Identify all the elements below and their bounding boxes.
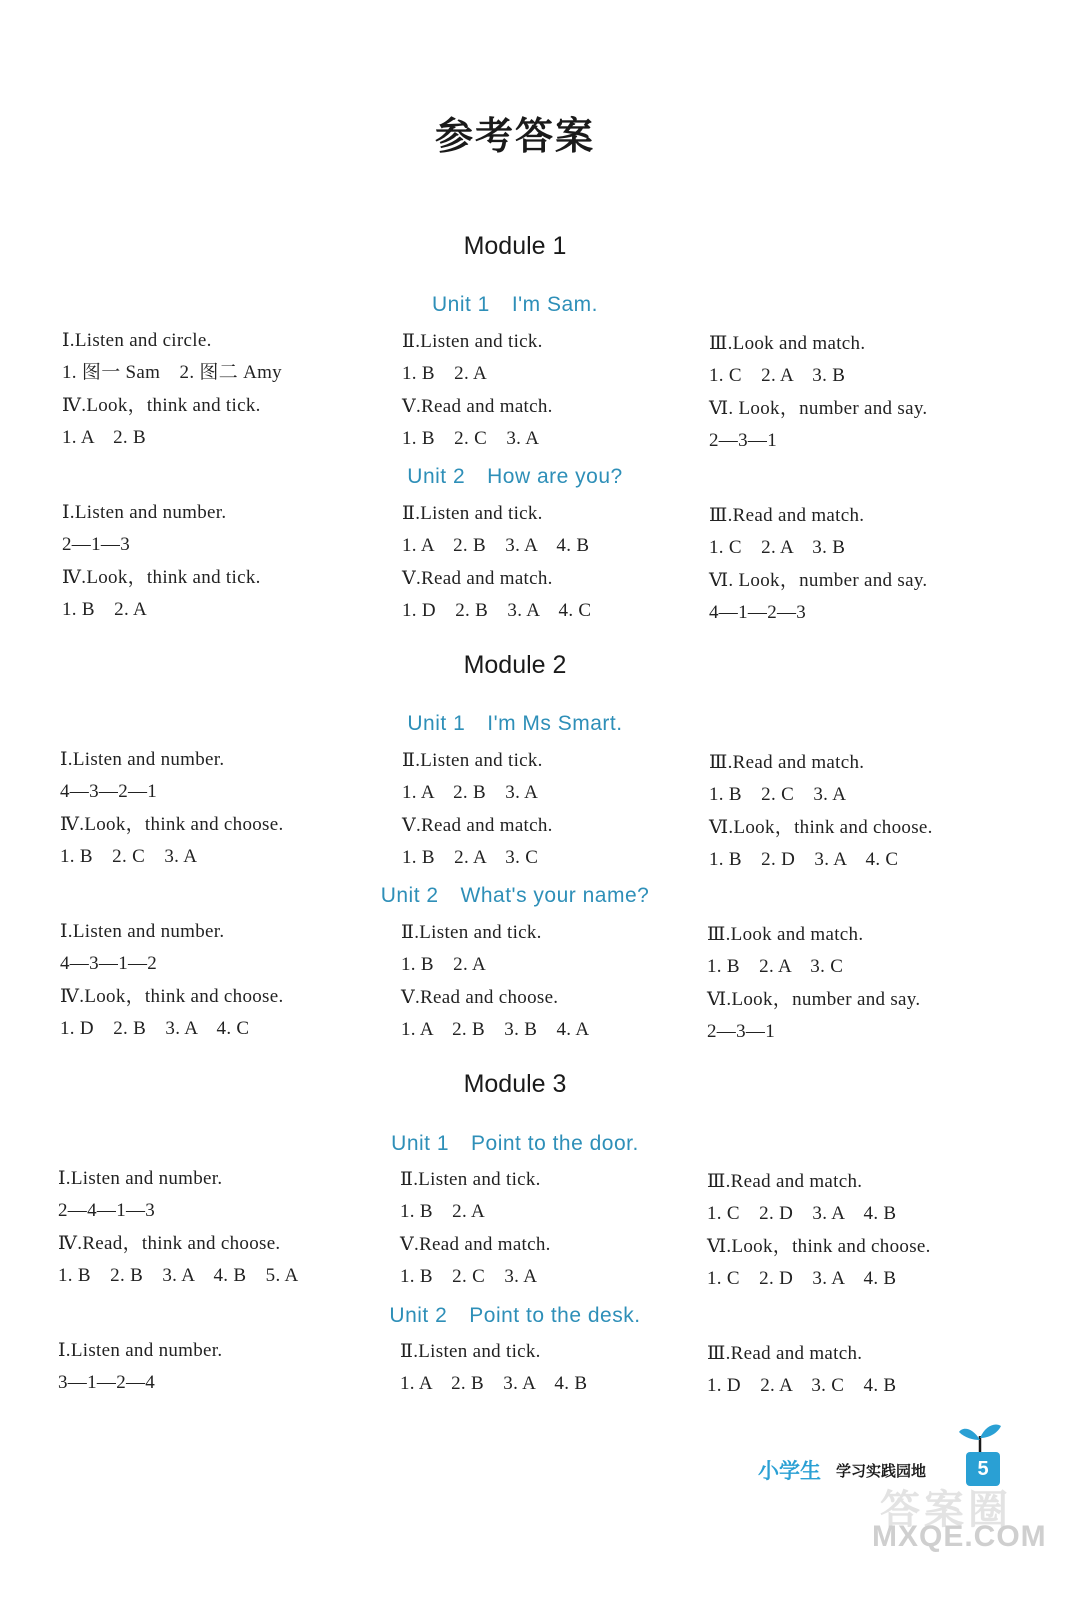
- answer-line: Ⅱ.Listen and tick.: [402, 331, 543, 352]
- page-title: 参考答案: [434, 114, 595, 158]
- answer-line: 4—3—2—1: [60, 781, 158, 803]
- answer-line: 1. D 2. B 3. A 4. C: [402, 600, 592, 622]
- answer-line: 1. B 2. A: [400, 1201, 486, 1223]
- answer-line: 1. C 2. A 3. B: [709, 537, 846, 559]
- unit-number: Unit 2: [389, 1304, 448, 1327]
- answer-line: Ⅵ.Look，think and choose.: [707, 1235, 931, 1257]
- answer-line: 3—1—2—4: [58, 1372, 156, 1394]
- answer-line: 1. A 2. B: [62, 427, 146, 449]
- answer-line: Ⅴ.Read and match.: [402, 814, 553, 836]
- answer-line: 1. B 2. C 3. A: [402, 428, 540, 450]
- answer-line: 1. D 2. A 3. C 4. B: [707, 1375, 897, 1397]
- answer-line: Ⅴ.Read and match.: [400, 1233, 551, 1255]
- answer-line: Ⅵ. Look，number and say.: [709, 397, 928, 419]
- page-number: 5: [966, 1452, 1000, 1486]
- unit-title: I'm Sam.: [511, 293, 599, 316]
- brand-subtitle: 学习实践园地: [836, 1462, 927, 1480]
- answer-line: Ⅴ.Read and match.: [402, 395, 553, 417]
- answer-line: 1. A 2. B 3. A: [402, 782, 539, 804]
- answer-line: 1. A 2. B 3. B 4. A: [401, 1019, 590, 1041]
- answers-right: [709, 328, 1039, 458]
- answers-left: [58, 1163, 388, 1293]
- answers-left: [60, 916, 390, 1046]
- unit-heading: [0, 293, 1030, 317]
- answer-line: Ⅱ.Listen and tick.: [400, 1169, 541, 1190]
- watermark-text: MXQE.COM: [872, 1520, 1047, 1553]
- answer-line: 2—1—3: [62, 534, 130, 556]
- answers-right: [707, 1338, 1037, 1403]
- answer-line: 2—4—1—3: [58, 1200, 156, 1222]
- unit-heading: [0, 1304, 1030, 1328]
- watermark-logo: 答案圈: [880, 1487, 1012, 1533]
- answers-right: [707, 919, 1037, 1049]
- answers-middle: [400, 1336, 730, 1401]
- answer-line: Ⅰ.Listen and number.: [58, 1168, 223, 1189]
- unit-title: Point to the door.: [471, 1132, 639, 1155]
- answer-line: 1. B 2. A 3. C: [707, 956, 844, 978]
- answers-left: [62, 325, 392, 455]
- answer-line: Ⅱ.Listen and tick.: [402, 750, 543, 771]
- answer-line: Ⅰ.Listen and circle.: [62, 330, 212, 351]
- answers-right: [709, 747, 1039, 877]
- answer-line: Ⅲ.Read and match.: [707, 1343, 863, 1364]
- module-heading: Module 1: [463, 232, 567, 260]
- unit-heading: [0, 884, 1030, 908]
- answer-line: Ⅴ.Read and choose.: [401, 986, 559, 1008]
- answer-line: 1. C 2. D 3. A 4. B: [707, 1268, 897, 1290]
- answer-line: Ⅲ.Read and match.: [707, 1171, 863, 1192]
- answers-middle: [402, 326, 732, 456]
- unit-title: I'm Ms Smart.: [487, 712, 623, 735]
- answers-middle: [402, 498, 732, 628]
- answer-line: 4—1—2—3: [709, 602, 807, 624]
- unit-number: Unit 2: [380, 884, 439, 907]
- answer-line: Ⅳ.Look，think and choose.: [60, 813, 284, 835]
- answer-line: 1. C 2. A 3. B: [709, 365, 846, 387]
- answer-line: Ⅲ.Read and match.: [709, 505, 865, 526]
- answer-line: Ⅰ.Listen and number.: [60, 921, 225, 942]
- answer-line: Ⅰ.Listen and number.: [62, 502, 227, 523]
- answers-right: [709, 500, 1039, 630]
- module-heading: Module 3: [463, 1070, 567, 1098]
- answer-line: 1. B 2. A 3. C: [402, 847, 539, 869]
- answers-middle: [400, 1164, 730, 1294]
- answer-line: 1. B 2. A: [402, 363, 488, 385]
- answer-line: Ⅰ.Listen and number.: [58, 1340, 223, 1361]
- answers-right: [707, 1166, 1037, 1296]
- answer-line: Ⅱ.Listen and tick.: [402, 503, 543, 524]
- answer-line: 1. B 2. C 3. A: [400, 1266, 538, 1288]
- answer-line: 2—3—1: [707, 1021, 775, 1043]
- answer-line: 1. A 2. B 3. A 4. B: [400, 1373, 588, 1395]
- answer-line: 1. B 2. A: [401, 954, 487, 976]
- unit-title: How are you?: [487, 465, 623, 488]
- answer-line: Ⅲ.Look and match.: [709, 333, 866, 354]
- answer-line: 4—3—1—2: [60, 953, 158, 975]
- unit-number: Unit 1: [431, 293, 490, 316]
- answer-line: 1. D 2. B 3. A 4. C: [60, 1018, 250, 1040]
- answers-left: [58, 1335, 388, 1400]
- unit-heading: [0, 712, 1030, 736]
- unit-heading: [0, 465, 1030, 489]
- answers-left: [60, 744, 390, 874]
- answer-line: 1. B 2. D 3. A 4. C: [709, 849, 899, 871]
- unit-title: Point to the desk.: [469, 1304, 641, 1327]
- answer-line: 1. B 2. C 3. A: [709, 784, 847, 806]
- answer-line: 1. B 2. C 3. A: [60, 846, 198, 868]
- answer-line: Ⅳ.Look，think and tick.: [62, 566, 261, 588]
- answer-line: 1. A 2. B 3. A 4. B: [402, 535, 590, 557]
- answer-line: 1. B 2. A: [62, 599, 148, 621]
- answer-line: Ⅳ.Read，think and choose.: [58, 1232, 281, 1254]
- answers-left: [62, 497, 392, 627]
- answer-line: Ⅵ.Look，number and say.: [707, 988, 921, 1010]
- module-heading: Module 2: [463, 651, 567, 679]
- answer-line: Ⅰ.Listen and number.: [60, 749, 225, 770]
- unit-number: Unit 1: [391, 1132, 450, 1155]
- answers-middle: [401, 917, 731, 1047]
- answer-line: 2—3—1: [709, 430, 777, 452]
- unit-heading: [0, 1132, 1030, 1156]
- answer-line: Ⅵ.Look，think and choose.: [709, 816, 933, 838]
- brand-name: 小学生: [758, 1459, 821, 1483]
- answer-line: 1. 图一 Sam 2. 图二 Amy: [62, 362, 282, 384]
- answer-line: 1. B 2. B 3. A 4. B 5. A: [58, 1265, 299, 1287]
- answer-line: Ⅱ.Listen and tick.: [401, 922, 542, 943]
- unit-number: Unit 2: [407, 465, 466, 488]
- answer-line: Ⅴ.Read and match.: [402, 567, 553, 589]
- answer-line: Ⅳ.Look，think and tick.: [62, 394, 261, 416]
- unit-title: What's your name?: [460, 884, 650, 907]
- answer-line: Ⅳ.Look，think and choose.: [60, 985, 284, 1007]
- answer-line: 1. C 2. D 3. A 4. B: [707, 1203, 897, 1225]
- answer-line: Ⅱ.Listen and tick.: [400, 1341, 541, 1362]
- answer-line: Ⅲ.Read and match.: [709, 752, 865, 773]
- unit-number: Unit 1: [407, 712, 466, 735]
- answer-line: Ⅵ. Look，number and say.: [709, 569, 928, 591]
- answer-line: Ⅲ.Look and match.: [707, 924, 864, 945]
- answers-middle: [402, 745, 732, 875]
